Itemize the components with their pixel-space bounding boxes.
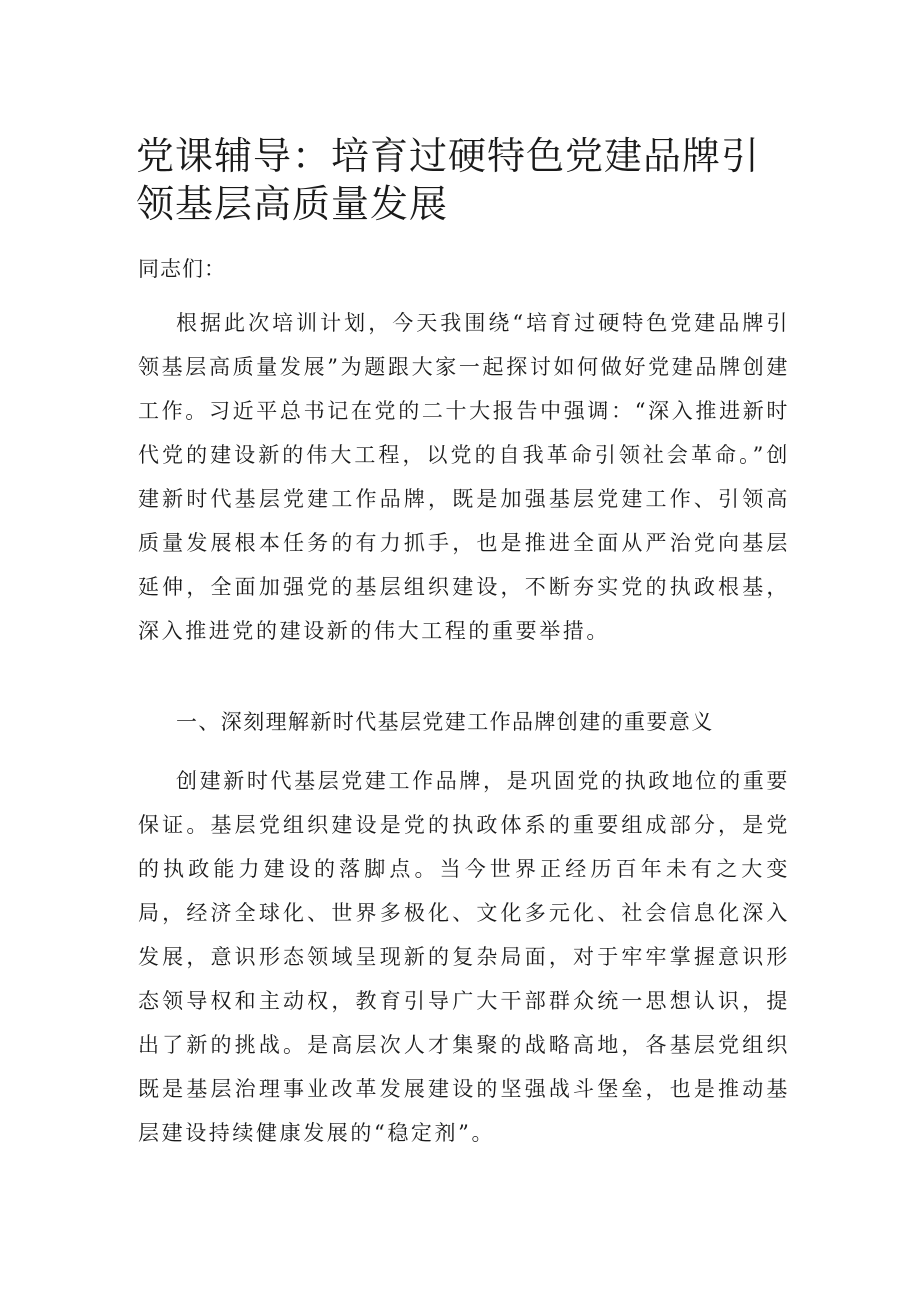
document-title: 党课辅导：培育过硬特色党建品牌引领基层高质量发展 — [136, 134, 761, 226]
paragraph-intro: 根据此次培训计划，今天我围绕“培育过硬特色党建品牌引领基层高质量发展”为题跟大家一起探讨如何做好党建品牌创建工作。习近平总书记在党的二十大报告中强调：“深入推进新时代党的建设新的伟大工程，以党的自我革命引领社会革命。”创建新时代基层党建工作品牌，既是加强基层党建工作、引领高质量发展根本任务的有力抓手，也是推进全面从严治党向基层延伸，全面加强党的基层组织建设，不断夯实党的执政根基，深入推进党的建设新的伟大工程的重要举措。 — [138, 311, 790, 643]
greeting: 同志们： — [138, 257, 226, 281]
section-heading: 一、深刻理解新时代基层党建工作品牌创建的重要意义 — [176, 710, 714, 734]
paragraph-significance: 创建新时代基层党建工作品牌，是巩固党的执政地位的重要保证。基层党组织建设是党的执政体系的重要组成部分，是党的执政能力建设的落脚点。当今世界正经历百年未有之大变局，经济全球化、世界多极化、文化多元化、社会信息化深入发展，意识形态领域呈现新的复杂局面，对于牢牢掌握意识形态领导权和主动权，教育引导广大干部群众统一思想认识，提出了新的挑战。是高层次人才集聚的战略高地，各基层党组织既是基层治理事业改革发展建设的坚强战斗堡垒，也是推动基层建设持续健康发展的“稳定剂”。 — [138, 769, 790, 1145]
